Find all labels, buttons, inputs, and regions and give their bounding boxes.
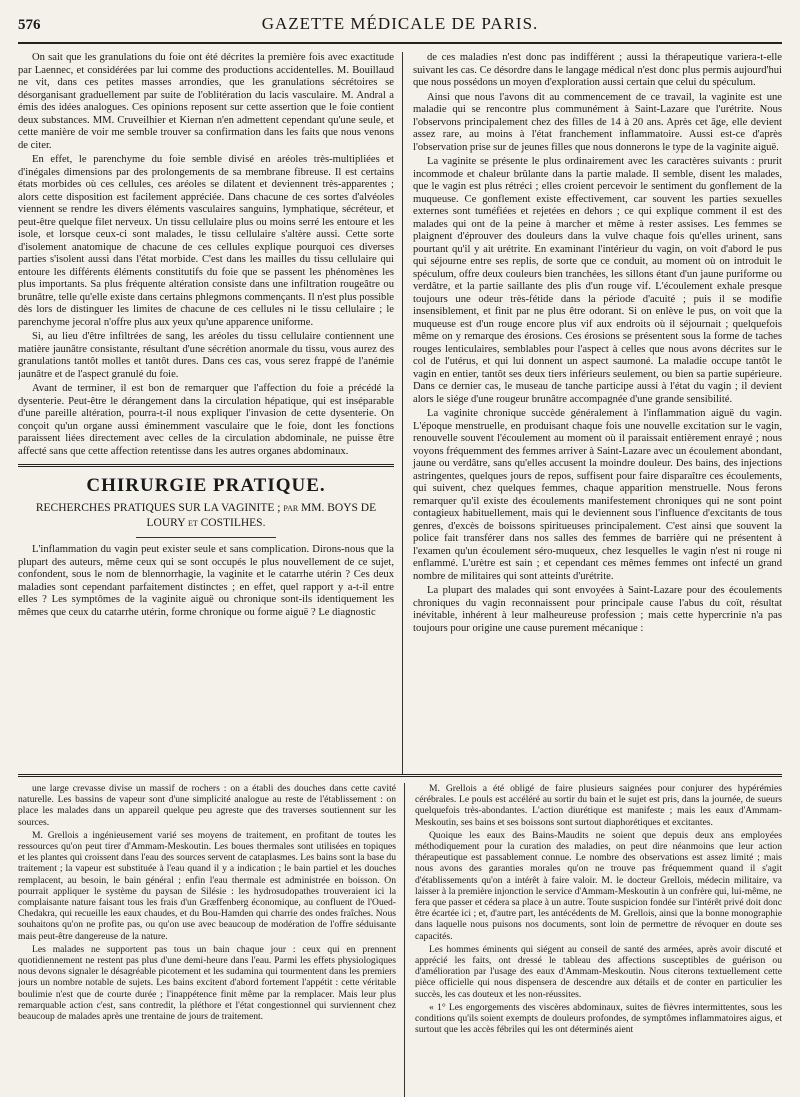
feuilleton-section <box>18 783 782 1097</box>
top-section <box>18 52 782 777</box>
liver-article-text <box>18 52 394 458</box>
feuilleton-right-column <box>404 783 782 1097</box>
paragraph: Les hommes éminents qui siégent au conseil de santé des armées, après avoir discuté et apprécié les faits, ont dressé le tableau des affections susceptibles de guérison ou d'amélioration par l'usage des eaux d'Ammam-Meskoutin. Nous citerons textuellement cette pièce officielle qui nous dispensera de descendre aux détails et de conter en particulier les succès, les cas douteux et les non-réussites. <box>415 943 782 1000</box>
paragraph: Si, au lieu d'être infiltrées de sang, les aréoles du tissu cellulaire contiennent une matière jaunâtre consistante, résultant d'une sécrétion anormale du tissu, vous aurez des granulations tantôt molles et tantôt dures. Dans ces cas, vous serez frappé de l'anémie jaunâtre et de l'aspect granulé du foie. <box>18 331 394 380</box>
paragraph: La plupart des malades qui sont envoyées à Saint-Lazare pour des écoulements chroniques du vagin reconnaissent pour principale cause l'abus du coït, résultat inévitable, inhérent à leur malheureuse profession ; mais cette hypercrinie n'a pas toujours pour origine une cause purement mécanique : <box>413 585 782 634</box>
paragraph: Quoique les eaux des Bains-Maudits ne soient que depuis deux ans employées méthodiquement pour la curation des maladies, on peut dire néanmoins que leur action thérapeutique est passablement connue. Le nombre des observations est assez limité ; mais nous avons des garanties morales qu'on ne trouve pas fréquemment quand il s'agit d'établissements qu'on a intérêt à faire valoir. M. le docteur Grellois, médecin militaire, va laisser à la première injonction le service d'Ammam-Meskoutin à un confrère qui, lui-même, ne fera que passer et cédera sa place à un autre. Toute suspicion fondée sur l'intérêt privé doit donc être écartée ici ; et, d'autre part, les antécédents de M. Grellois, ainsi que la bonne monographie dans laquelle nous puisons nos documents, sont loin de permettre de révoquer en doute ses capacités. <box>415 829 782 942</box>
feuilleton-left-column <box>18 783 404 1097</box>
right-column <box>402 52 782 774</box>
paragraph: On sait que les granulations du foie ont été décrites la première fois avec exactitude par Laennec, et considérées par lui comme des productions accidentelles. M. Bouillaud ne vit, dans ces petites masses arrondies, que les granulations sécrétoires se désorganisant graduellement par suite de l'oblitération du lacis vasculaire. M. Andral a émis des idées analogues. Ces opinions reposent sur cette assertion que le foie contient deux substances. MM. Cruveilhier et Kiernan n'en admettent cependant qu'une seule, et cette manière de voir me semble trouver sa confirmation dans les faits que nous venons de citer. <box>18 52 394 151</box>
paragraph: une large crevasse divise un massif de rochers : on a établi des douches dans cette cavité naturelle. Les bassins de vapeur sont d'une simplicité analogue au reste de l'établissement : on place les malades dans un appareil quelque peu agreste que des traverses soutiennent sur les sources. <box>18 783 396 828</box>
paragraph: Avant de terminer, il est bon de remarquer que l'affection du foie a précédé la dysenterie. Peut-être le dérangement dans la circulation hépatique, qui est inséparable d'une pareille altération, pourra-t-il nous expliquer l'invasion de cette dysenterie. On conçoit qu'un organe aussi éminemment vasculaire que le foie, dont les fonctions paraissent liées directement avec celles de la circulation abdominale, ne puisse être affecté sans que cette affection retentisse dans les autres organes abdominaux. <box>18 383 394 457</box>
paragraph: M. Grellois a été obligé de faire plusieurs saignées pour conjurer des hypérémies cérébrales. Le pouls est accéléré au sortir du bain et le sujet est pris, dans la journée, de sueurs quelquefois très-abondantes. L'action diurétique est manifeste ; mais les eaux d'Ammam-Meskoutin, ses bains et ses boissons sont surtout diaphorétiques et excitantes. <box>415 783 782 828</box>
paragraph: L'inflammation du vagin peut exister seule et sans complication. Dirons-nous que la plupart des auteurs, même ceux qui se sont occupés le plus nouvellement de ce sujet, confondent, sous le nom de blennorrhagie, la vaginite et le catarrhe utérin ? Ces deux maladies sont cependant parfaitement distinctes ; en effet, quel rapport y a-t-il entre elles ? Les symptômes de la vaginite aiguë ou chronique sont-ils identiquement les mêmes que ceux du catarrhe utérin, forme chronique ou forme aiguë ? Le diagnostic <box>18 544 394 618</box>
page-number: 576 <box>18 17 41 33</box>
paragraph: M. Grellois a ingénieusement varié ses moyens de traitement, en profitant de toutes les ressources qu'on peut tirer d'Ammam-Meskoutin. Les boues thermales sont utilisées en topiques et les plantes qui croissent dans l'eau des sources servent de cataplasmes. Les bains sont la base du traitement ; la vapeur est substituée à l'eau quand il y a indication ; le bain partiel et les douches remplacent, au besoin, le bain général ; enfin l'eau thermale est administrée en boisson. On pourrait appliquer le système du paysan de Silésie : les hydrosudopathes trouveraient ici la complaisante nature faisant tous les frais d'un Græffenberg économique, au confluent de l'Oued-Chedakra, qui recueille les eaux chaudes, et du Bou-Hamden qui charrie des ondes fraîches. Nous souhaitons qu'on ne profite pas, ou qu'on use avec beaucoup de modération de l'offre séduisante mais peut-être dangereuse de la nature. <box>18 829 396 942</box>
paragraph: Ainsi que nous l'avons dit au commencement de ce travail, la vaginite est une maladie qui se rencontre plus communément à Saint-Lazare que l'urétrite. Nous l'observons principalement chez des filles de 14 à 20 ans. Après cet âge, elle devient assez rare, au moins à l'état franchement inflammatoire. Aussi est-ce d'après l'observation prise sur de jeunes filles que nous donnerons le type de la vaginite aiguë. <box>413 91 782 153</box>
paragraph: « 1° Les engorgements des viscères abdominaux, suites de fièvres intermittentes, sous les conditions qu'ils soient exempts de douleurs profondes, de symptômes inflammatoires aigus, et surtout que les accès fébriles qui les ont déterminés aient <box>415 1001 782 1036</box>
left-column <box>18 52 402 774</box>
title-rule <box>136 537 276 538</box>
paragraph: de ces maladies n'est donc pas indifférent ; aussi la thérapeutique variera-t-elle suivant les cas. Ce désordre dans le langage médical n'est donc plus permis aujourd'hui que nous possédons un moyen d'exploration aussi certain que celui du spéculum. <box>413 52 782 88</box>
running-title: GAZETTE MÉDICALE DE PARIS. <box>261 14 539 33</box>
section-title: CHIRURGIE PRATIQUE. <box>86 475 326 496</box>
paragraph: La vaginite se présente le plus ordinairement avec les caractères suivants : prurit incommode et chaleur brûlante dans la partie malade. Il semble, disent les malades, que le vagin est plus rétréci ; elles croient percevoir le sentiment du gonflement de la muqueuse. Ce gonflement existe effectivement, car souvent les parties sexuelles externes sont tuméfiées et rejetées en dehors ; ce qui explique comment il est des malades qui ont de la peine à marcher et même à rester assises. Les femmes se plaignent d'éprouver des douleurs dans la vulve chaque fois qu'elles urinent, sans pourtant qu'il y ait urétrite. En examinant l'intérieur du vagin, on voit d'abord le pus qui séjourne entre ses replis, de sorte que ce conduit, au moment où on introduit le spéculum, offre deux couleurs bien tranchées, les sillons étant d'un jaune puriforme ou verdâtre, et la partie saillante des plis d'un rouge vif. L'écoulement exhale presque toujours une odeur très-fétide dans la période d'acuité ; puis il se modifie insensiblement, et finit par ne plus être odorant. Si on enlève le pus, on voit que la muqueuse est d'un rouge encore plus vif aux endroits où il séjournait ; quelquefois même on y remarque des érosions. Ces érosions se présentent sous la forme de taches rouges lenticulaires, semblables pour l'aspect à celles que nous avons décrites sur le col de l'utérus, et qui lui donnent un aspect saumoné. La maladie occupe tantôt le vagin en entier, tantôt ses deux tiers inférieurs seulement, ou bien sa partie supérieure. Dans ce dernier cas, le museau de tanche participe aussi à l'état du vagin ; il devient alors le siége d'une rougeur brunâtre accompagnée d'une grande sensibilité. <box>413 156 782 405</box>
paragraph: La vaginite chronique succède généralement à l'inflammation aiguë du vagin. L'époque menstruelle, en produisant chaque fois une nouvelle excitation sur le vagin, renouvelle souvent l'écoulement au moment où il paraissait entièrement enrayé ; nous voyons fréquemment des femmes arriver à Saint-Lazare avec un écoulement abondant, jaune ou verdâtre, sans qu'elles accusent la moindre douleur. Des bains, des injections astringentes, quelques jours de repos, suffisent pour faire disparaître ces écoulements, qui suivent, chez quelques femmes, chaque apparition menstruelle. Nous ferons remarquer qu'il existe des écoulements manifestement chroniques qui ne sont point contagieux habituellement, mais qui le deviennent sous l'influence d'excitants de tous genres, d'excès de boissons spiritueuses principalement. C'est ainsi que souvent la police fait transférer dans nos salles des femmes de barrière qui ne présentent à l'examen qu'un écoulement séro-muqueux, chez lesquelles le vagin n'est ni rouge ni enflammé. L'urètre est sain ; et cependant ces mêmes femmes ont infecté un grand nombre de militaires qui sont atteints d'urétrite. <box>413 408 782 582</box>
page-header <box>18 14 782 44</box>
article-title: RECHERCHES PRATIQUES SUR LA VAGINITE ; par MM. BOYS DE LOURY et COSTILHES. <box>35 502 377 529</box>
section-divider <box>18 464 394 467</box>
paragraph: En effet, le parenchyme du foie semble divisé en aréoles très-multipliées et d'inégales dimensions par des prolongements de sa membrane fibreuse. Il est certains états morbides où ces cellules, ces aréoles se dilatent et deviennent très-apparentes ; alors cette disposition est facilement appréciée. Dans chacune de ces sortes d'alvéoles viennent se rendre les divers éléments vasculaires sanguins, lymphatique, sécréteur, et peut-être quelque filet nerveux. Un tissu cellulaire plus ou moins serré les entoure et les isole, et lorsque ceux-ci sont malades, le tissu cellulaire s'altère aussi. Cette sorte d'isolement anatomique de chacune de ces cellules explique pourquoi ces diverses parties s'isolent aussi dans l'état morbide. C'est dans les mailles du tissu cellulaire qui entoure les différents éléments constitutifs du foie que se passent les phénomènes les plus importants. Sa plus fréquente altération consiste dans une infiltration rougeâtre ou brunâtre, telle qu'elle existe dans certains phlegmons commençants. Il n'est plus possible dès lors de distinguer les limites de chacune de ces cellules ni le tissu cellulaire ; le parenchyme jecoral n'offre plus aux yeux qu'une apparence uniforme. <box>18 154 394 328</box>
paragraph: Les malades ne supportent pas tous un bain chaque jour : ceux qui en prennent quotidiennement ne restent pas plus d'une demi-heure dans l'eau. Parmi les effets physiologiques nous devons signaler le désagréable picotement et les sudamina qui tourmentent dans les premiers jours un nombre notable de sujets. Les bains excitent d'abord fortement l'appétit : cette véritable boulimie n'est que de courte durée ; l'inappétence finit même par la remplacer. Mais leur plus remarquable action c'est, sans contredit, la pléthore et l'état congestionnel qui surviennent chez beaucoup de malades après une trentaine de jours de traitement. <box>18 943 396 1023</box>
